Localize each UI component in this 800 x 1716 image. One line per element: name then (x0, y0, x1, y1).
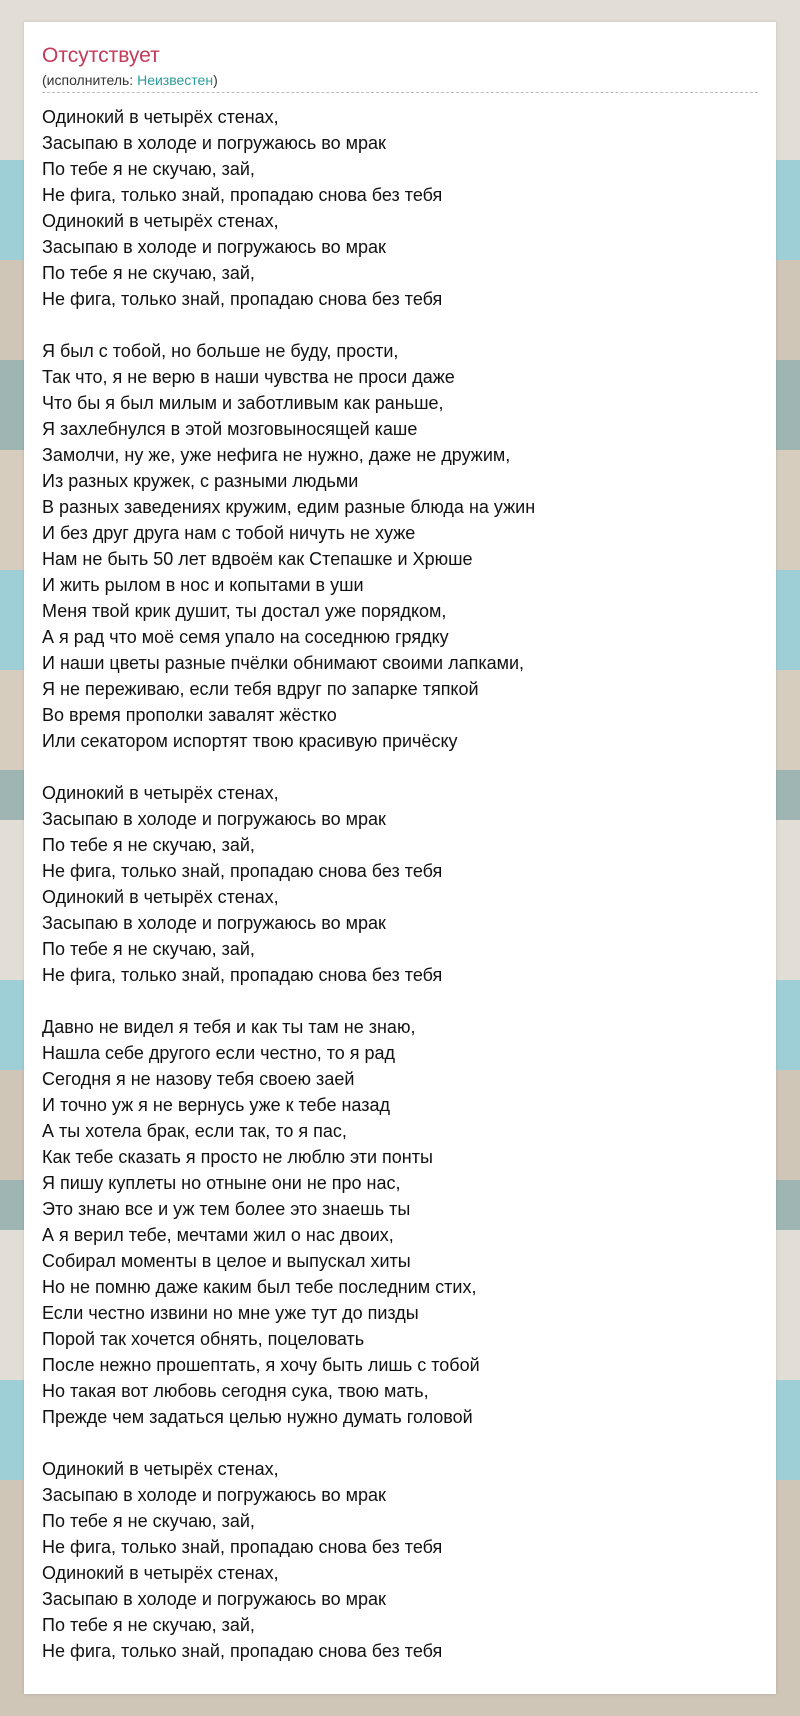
lyric-line: Как тебе сказать я просто не люблю эти понты (42, 1147, 433, 1167)
lyric-line: Замолчи, ну же, уже нефига не нужно, даже не дружим, (42, 445, 511, 465)
lyric-line: Не фига, только знай, пропадаю снова без тебя (42, 1641, 443, 1661)
lyric-line: После нежно прошептать, я хочу быть лишь с тобой (42, 1355, 480, 1375)
lyric-line: Засыпаю в холоде и погружаюсь во мрак (42, 913, 386, 933)
lyric-line: И без друг друга нам с тобой ничуть не хуже (42, 523, 416, 543)
artist-link[interactable]: Неизвестен (137, 72, 214, 88)
stanza-gap (42, 754, 762, 780)
lyric-line: По тебе я не скучаю, зай, (42, 1615, 255, 1635)
lyric-line: Не фига, только знай, пропадаю снова без тебя (42, 965, 443, 985)
lyric-line: Одинокий в четырёх стенах, (42, 1459, 279, 1479)
stanza-gap (42, 988, 762, 1014)
lyric-line: Я не переживаю, если тебя вдруг по запарке тяпкой (42, 679, 479, 699)
lyric-line: А я верил тебе, мечтами жил о нас двоих, (42, 1225, 394, 1245)
lyric-line: Сегодня я не назову тебя своею заей (42, 1069, 355, 1089)
lyric-line: Одинокий в четырёх стенах, (42, 211, 279, 231)
lyric-line: Не фига, только знай, пропадаю снова без тебя (42, 289, 443, 309)
lyric-line: И точно уж я не вернусь уже к тебе назад (42, 1095, 390, 1115)
lyric-line: И наши цветы разные пчёлки обнимают своими лапками, (42, 653, 525, 673)
lyric-line: Но такая вот любовь сегодня сука, твою мать, (42, 1381, 429, 1401)
lyric-line: Собирал моменты в целое и выпускал хиты (42, 1251, 411, 1271)
lyric-line: Не фига, только знай, пропадаю снова без тебя (42, 1537, 443, 1557)
lyric-line: Одинокий в четырёх стенах, (42, 783, 279, 803)
lyric-line: Засыпаю в холоде и погружаюсь во мрак (42, 1589, 386, 1609)
lyrics-text (42, 104, 762, 1664)
lyric-line: Не фига, только знай, пропадаю снова без тебя (42, 185, 443, 205)
lyric-line: Одинокий в четырёх стенах, (42, 1563, 279, 1583)
lyric-line: По тебе я не скучаю, зай, (42, 1511, 255, 1531)
lyric-line: Я пишу куплеты но отныне они не про нас, (42, 1173, 401, 1193)
artist-suffix: ) (213, 72, 218, 88)
artist-prefix: (исполнитель: (42, 72, 138, 88)
song-title: Отсутствует (42, 44, 160, 67)
lyric-line: Засыпаю в холоде и погружаюсь во мрак (42, 133, 386, 153)
artist-line (42, 72, 218, 88)
lyric-line: Меня твой крик душит, ты достал уже порядком, (42, 601, 447, 621)
lyric-line: Я захлебнулся в этой мозговыносящей каше (42, 419, 418, 439)
lyric-line: Порой так хочется обнять, поцеловать (42, 1329, 365, 1349)
lyric-line: Но не помню даже каким был тебе последним стих, (42, 1277, 477, 1297)
stanza-gap (42, 312, 762, 338)
lyric-line: Нам не быть 50 лет вдвоём как Степашке и Хрюше (42, 549, 473, 569)
lyric-line: Из разных кружек, с разными людьми (42, 471, 359, 491)
lyric-line: Не фига, только знай, пропадаю снова без тебя (42, 861, 443, 881)
lyric-line: По тебе я не скучаю, зай, (42, 263, 255, 283)
lyric-line: Так что, я не верю в наши чувства не проси даже (42, 367, 455, 387)
lyric-line: По тебе я не скучаю, зай, (42, 835, 255, 855)
lyric-line: По тебе я не скучаю, зай, (42, 939, 255, 959)
stanza-gap (42, 1430, 762, 1456)
lyric-line: Засыпаю в холоде и погружаюсь во мрак (42, 1485, 386, 1505)
lyric-line: А ты хотела брак, если так, то я пас, (42, 1121, 347, 1141)
lyric-line: Во время прополки завалят жёстко (42, 705, 337, 725)
lyric-line: Одинокий в четырёх стенах, (42, 887, 279, 907)
lyric-line: Давно не видел я тебя и как ты там не знаю, (42, 1017, 416, 1037)
lyric-line: Что бы я был милым и заботливым как раньше, (42, 393, 444, 413)
lyric-line: Я был с тобой, но больше не буду, прости, (42, 341, 399, 361)
lyric-line: Это знаю все и уж тем более это знаешь ты (42, 1199, 411, 1219)
lyric-line: А я рад что моё семя упало на соседнюю грядку (42, 627, 449, 647)
lyric-line: Засыпаю в холоде и погружаюсь во мрак (42, 237, 386, 257)
lyric-line: Прежде чем задаться целью нужно думать головой (42, 1407, 473, 1427)
lyrics-card (24, 22, 776, 1694)
lyric-line: Если честно извини но мне уже тут до пизды (42, 1303, 419, 1323)
lyric-line: И жить рылом в нос и копытами в уши (42, 575, 364, 595)
lyric-line: По тебе я не скучаю, зай, (42, 159, 255, 179)
lyric-line: Одинокий в четырёх стенах, (42, 107, 279, 127)
lyric-line: Засыпаю в холоде и погружаюсь во мрак (42, 809, 386, 829)
lyric-line: Или секатором испортят твою красивую причёску (42, 731, 458, 751)
title-divider (42, 92, 758, 93)
lyric-line: Нашла себе другого если честно, то я рад (42, 1043, 396, 1063)
lyric-line: В разных заведениях кружим, едим разные блюда на ужин (42, 497, 536, 517)
